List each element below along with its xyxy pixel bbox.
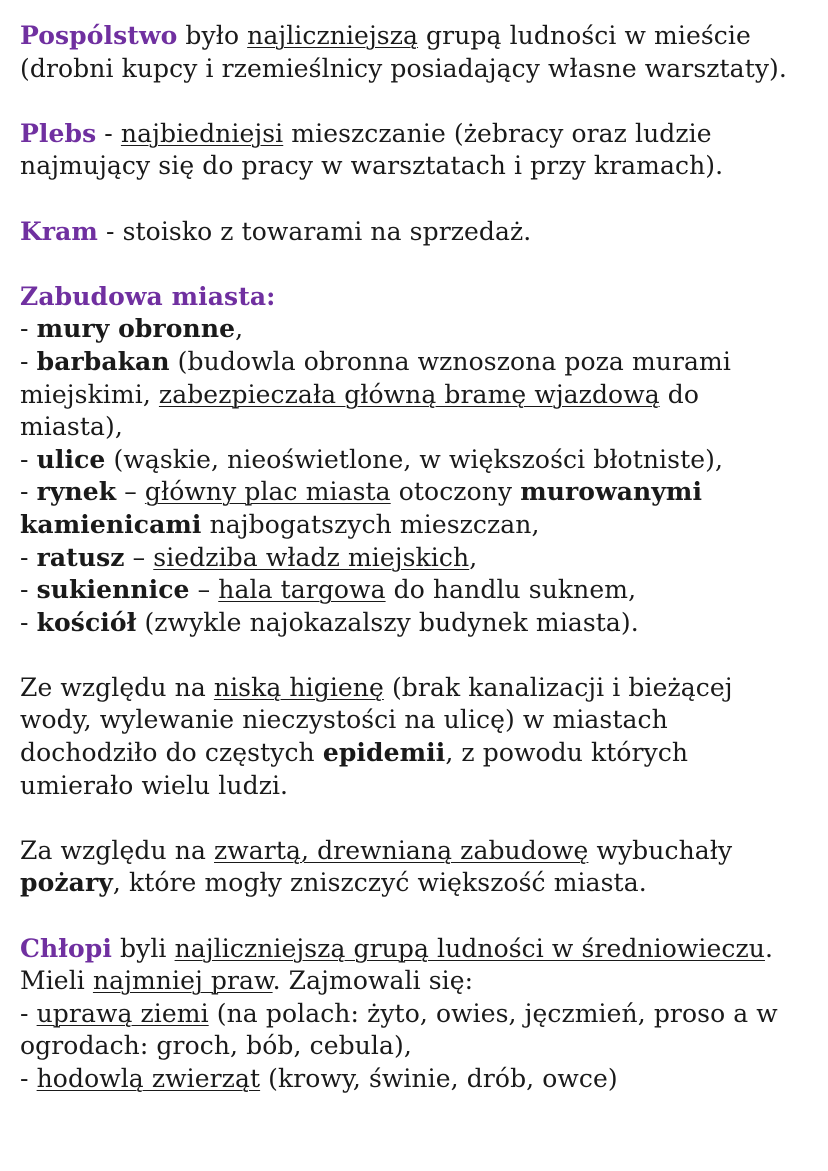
text: (wąskie, nieoświetlone, w większości błotniste), bbox=[105, 444, 724, 474]
text: - stoisko z towarami na sprzedaż. bbox=[97, 216, 532, 246]
dash: - bbox=[20, 542, 37, 572]
list-item-rynek bbox=[20, 476, 806, 541]
list-item-uprawa bbox=[20, 998, 806, 1063]
underlined-text: najmniej praw bbox=[92, 966, 273, 996]
underlined-text: główny plac miasta bbox=[144, 477, 391, 507]
underlined-text: zwartą, drewnianą zabudowę bbox=[214, 835, 589, 865]
section-title-zabudowa: Zabudowa miasta: bbox=[20, 281, 276, 311]
text: otoczony bbox=[390, 477, 521, 507]
paragraph-plebs bbox=[20, 118, 806, 183]
section-chlopi bbox=[20, 933, 806, 1096]
text: – bbox=[116, 477, 145, 507]
list-item-mury bbox=[20, 313, 806, 346]
paragraph-kram bbox=[20, 216, 806, 249]
underlined-text: niską higienę bbox=[213, 672, 384, 702]
text: , z powodu których umierało wielu ludzi. bbox=[20, 738, 689, 800]
text: , bbox=[235, 314, 244, 344]
term-chlopi: Chłopi bbox=[20, 933, 112, 963]
underlined-text: zabezpieczała główną bramę wjazdową bbox=[158, 379, 660, 409]
dash: - bbox=[20, 998, 37, 1028]
bold-text: murowanymi kamienicami bbox=[20, 477, 703, 539]
bold-text: epidemii bbox=[322, 738, 446, 768]
dash: - bbox=[20, 575, 37, 605]
text: do miasta), bbox=[20, 379, 700, 442]
text: (brak kanalizacji i bieżącej wody, wylewanie nieczystości na ulicę) w miastach dochodziło do częstych bbox=[20, 672, 733, 768]
text: było bbox=[177, 21, 248, 50]
text: (zwykle najokazalszy budynek miasta). bbox=[136, 607, 639, 637]
text: , bbox=[469, 542, 478, 572]
paragraph-higiena bbox=[20, 672, 806, 802]
text: , które mogły zniszczyć większość miasta. bbox=[112, 868, 647, 898]
bold-text: rynek bbox=[36, 477, 117, 507]
bold-text: kościół bbox=[36, 607, 137, 637]
bold-text: barbakan bbox=[36, 346, 170, 376]
text: (na polach: żyto, owies, jęczmień, proso a w ogrodach: groch, bób, cebula), bbox=[20, 998, 778, 1061]
term-plebs: Plebs bbox=[20, 118, 97, 148]
paragraph-pozary bbox=[20, 835, 806, 900]
list-item-hodowla bbox=[20, 1063, 806, 1096]
text: – bbox=[189, 575, 219, 605]
bold-text: ulice bbox=[36, 444, 106, 474]
text: Ze względu na bbox=[20, 672, 214, 702]
dash: - bbox=[20, 346, 37, 376]
list-item-ratusz bbox=[20, 542, 806, 575]
underlined-text: najbiedniejsi bbox=[120, 118, 284, 148]
text: mieszczanie (żebracy oraz ludzie najmujący się do pracy w warsztatach i przy kramach). bbox=[20, 118, 724, 181]
dash: - bbox=[20, 314, 37, 344]
text: wybuchały bbox=[588, 835, 733, 865]
term-pospolstwo: Pospólstwo bbox=[20, 21, 178, 50]
text: (budowla obronna wznoszona poza murami miejskimi, bbox=[20, 346, 731, 409]
text: . Zajmowali się: bbox=[272, 966, 474, 996]
underlined-text: hala targowa bbox=[218, 575, 386, 605]
underlined-text: najliczniejszą bbox=[247, 21, 419, 50]
bold-text: ratusz bbox=[36, 542, 125, 572]
text: (krowy, świnie, drób, owce) bbox=[260, 1064, 618, 1093]
underlined-text: siedziba władz miejskich bbox=[153, 542, 470, 572]
list-item-ulice bbox=[20, 444, 806, 477]
underlined-text: uprawą ziemi bbox=[36, 998, 209, 1028]
bold-text: mury obronne bbox=[36, 314, 236, 344]
text: byli bbox=[111, 933, 175, 963]
dash: - bbox=[20, 1064, 37, 1093]
bold-text: pożary bbox=[20, 868, 113, 898]
underlined-text: najliczniejszą grupą ludności w średniowieczu bbox=[174, 933, 765, 963]
list-item-sukiennice bbox=[20, 574, 806, 607]
dash: - bbox=[20, 444, 37, 474]
dash: - bbox=[20, 607, 37, 637]
text: – bbox=[124, 542, 154, 572]
text: . Mieli bbox=[20, 933, 774, 996]
underlined-text: hodowlą zwierząt bbox=[36, 1064, 261, 1093]
text: Za względu na bbox=[20, 835, 214, 865]
text: grupą ludności w mieście (drobni kupcy i rzemieślnicy posiadający własne warsztaty). bbox=[20, 21, 787, 83]
dash: - bbox=[20, 477, 37, 507]
paragraph-pospolstwo bbox=[20, 20, 806, 85]
text: do handlu suknem, bbox=[385, 575, 637, 605]
bold-text: sukiennice bbox=[36, 575, 190, 605]
section-zabudowa bbox=[20, 281, 806, 640]
term-kram: Kram bbox=[20, 216, 98, 246]
list-item-kosciol bbox=[20, 607, 806, 640]
paragraph-chlopi-intro bbox=[20, 933, 806, 998]
list-item-barbakan bbox=[20, 346, 806, 444]
text: najbogatszych mieszczan, bbox=[201, 509, 540, 539]
text: - bbox=[96, 118, 121, 148]
